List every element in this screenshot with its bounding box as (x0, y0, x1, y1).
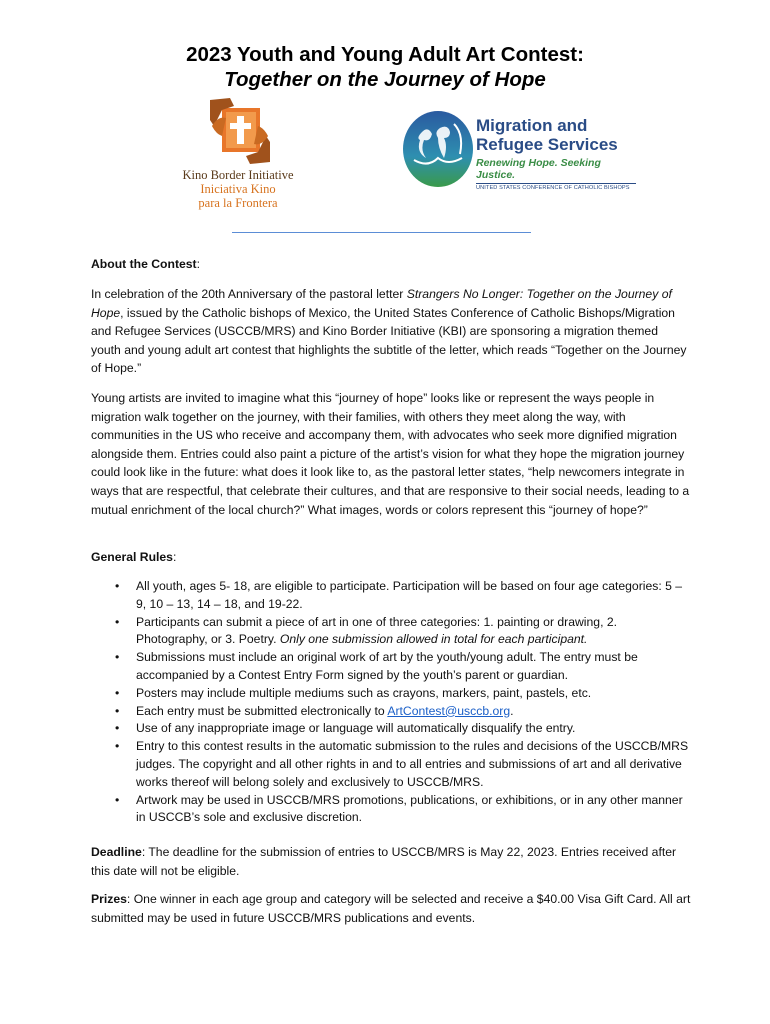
rule-text: Posters may include multiple mediums such as crayons, markers, paint, pastels, etc. (136, 685, 592, 700)
bullet-icon: • (115, 614, 120, 629)
about-heading-line (91, 255, 691, 274)
about-paragraph-2 (91, 389, 691, 519)
contest-email-link[interactable]: ArtContest@usccb.org (387, 703, 511, 718)
bullet-icon: • (115, 579, 120, 593)
rule-text: Use of any inappropriate image or language will automatically disqualify the entry. (136, 721, 576, 736)
about-p2-text: Young artists are invited to imagine what this “journey of hope” looks like or represent the ways people in migration walk together on the journey, with their families, with others they meet along the way, with communities in the US who receive and accompany them, with advocates who seek more dignified migration alongside them. Entries could also paint a picture of the artist’s vision for what they hope the migration journey could look like in the future: what does it look like to, as the pastoral letter states, “help newcomers integrate in ways that are respectful, that celebrate their cultures, and that are responsive to their social needs, leading to a mutual enrichment of the local church?” What images, words or colors represent this “journey of hope?” (91, 391, 690, 517)
kbi-name-es-2: para la Frontera (198, 196, 278, 210)
bullet-icon: • (115, 685, 120, 700)
list-item (91, 578, 691, 614)
rule-text: All youth, ages 5- 18, are eligible to participate. Participation will be based on four age categories: 5 – 9, 10 – 13, 14 – 18, and 19-22. (136, 579, 683, 611)
list-item (91, 738, 691, 791)
bullet-icon: • (115, 739, 120, 754)
rule-text: Submissions must include an original work of art by the youth/young adult. The entry must be accompanied by a Contest Entry Form signed by the youth’s parent or guardian. (136, 650, 638, 682)
list-item (91, 720, 691, 738)
deadline-text: : The deadline for the submission of entries to USCCB/MRS is May 22, 2023. Entries received after this date will not be eligible. (91, 845, 677, 878)
bullet-icon: • (115, 703, 120, 718)
bullet-icon: • (115, 650, 120, 665)
header-divider (232, 232, 531, 233)
kbi-logo-text (168, 168, 308, 210)
deadline-paragraph (91, 843, 691, 880)
rules-heading-line (91, 548, 691, 567)
kbi-logo-icon (208, 96, 272, 166)
prizes-label: Prizes (91, 892, 127, 906)
rule-text-italic: Only one submission allowed in total for each participant. (279, 632, 588, 647)
kbi-name-es-1: Iniciativa Kino (200, 182, 276, 196)
list-item (91, 649, 691, 685)
rule-text: Artwork may be used in USCCB/MRS promotions, publications, or exhibitions, or in any other manner in USCCB’s sole and exclusive discretion. (136, 792, 683, 825)
about-paragraph-1 (91, 285, 691, 378)
rules-list (91, 578, 691, 827)
rules-heading: General Rules (91, 550, 173, 564)
page-title: 2023 Youth and Young Adult Art Contest: (186, 43, 584, 66)
mrs-subtitle: UNITED STATES CONFERENCE OF CATHOLIC BISHOPS (476, 183, 636, 191)
mrs-name-1: Migration and (476, 116, 588, 135)
about-p1-text-a: In celebration of the 20th Anniversary of the pastoral letter (91, 287, 407, 301)
mrs-name-2: Refugee Services (476, 135, 618, 154)
mrs-logo-text (476, 116, 636, 191)
list-item (91, 792, 691, 828)
list-item (91, 703, 691, 721)
list-item (91, 685, 691, 703)
prizes-paragraph (91, 890, 691, 927)
deadline-label: Deadline (91, 845, 142, 859)
bullet-icon: • (115, 792, 120, 807)
page-subtitle: Together on the Journey of Hope (224, 68, 546, 91)
list-item (91, 614, 691, 650)
prizes-text: : One winner in each age group and category will be selected and receive a $40.00 Visa Gift Card. All art submitted may be used in future USCCB/MRS publications and events. (91, 892, 691, 925)
rule-text: Participants can submit a piece of art in one of three categories: 1. painting or drawing, 2. Photography, or 3. Poetry. (136, 614, 618, 647)
about-p1-text-b: , issued by the Catholic bishops of Mexico, the United States Conference of Catholic Bishops/Migration and Refugee Services (USCCB/MRS) and Kino Border Initiative (KBI) are sponsoring a migration themed youth and young adult art contest that highlights the subtitle of the letter, which reads “Together on the Journey of Hope.” (91, 305, 687, 376)
rule-text: Entry to this contest results in the automatic submission to the rules and decisions of the USCCB/MRS judges. The copyright and all other rights in and to all entries and submissions of art and all derivative works thereof will belong solely and exclusively to USCCB/MRS. (136, 739, 689, 789)
rule-text: Each entry must be submitted electronically to (136, 703, 388, 718)
about-heading-colon: : (196, 257, 201, 271)
about-p1-letter-title: Strangers No Longer: Together on the Journey of Hope (91, 287, 672, 320)
about-heading: About the Contest (91, 257, 197, 271)
kbi-name-en: Kino Border Initiative (182, 168, 294, 182)
bullet-icon: • (115, 721, 120, 736)
rules-heading-colon: : (172, 550, 177, 564)
rule-text-end: . (510, 703, 514, 718)
mrs-logo-icon (402, 110, 474, 188)
mrs-tagline: Renewing Hope. Seeking Justice. (476, 157, 601, 181)
